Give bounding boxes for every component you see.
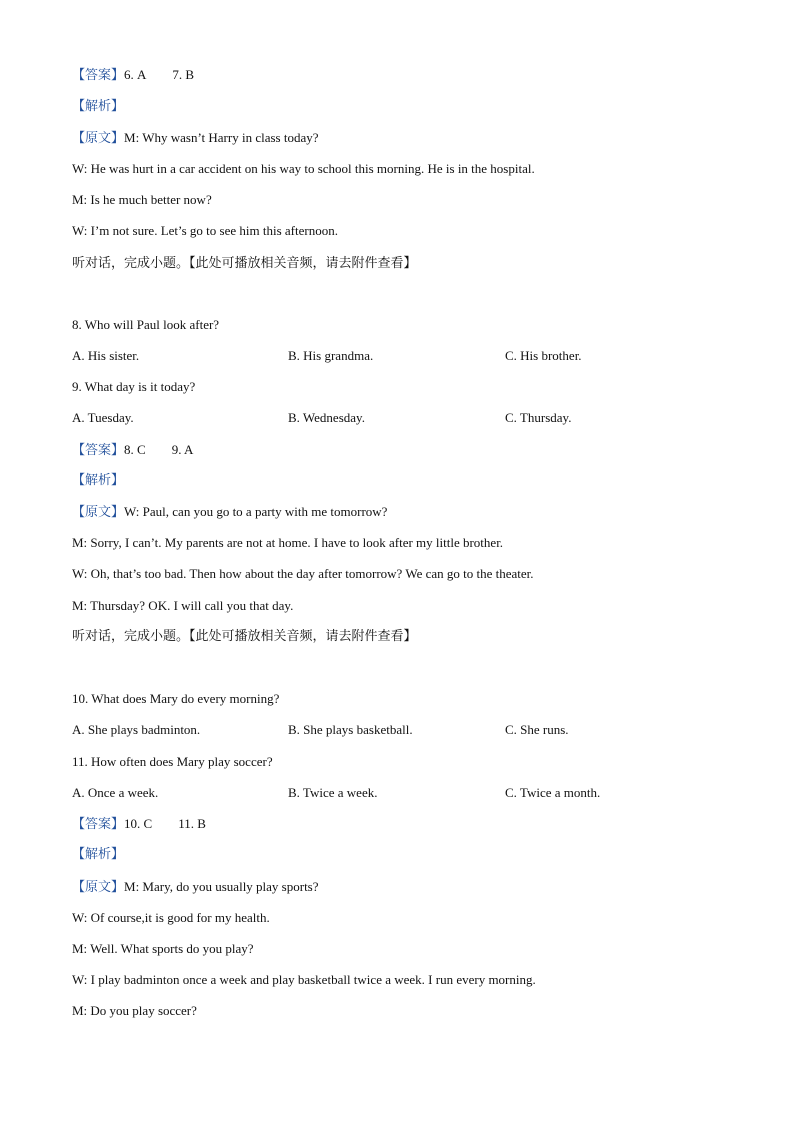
question-8: 8. Who will Paul look after? — [72, 317, 220, 332]
option-10c: C. She runs. — [505, 722, 569, 737]
transcript-line — [72, 503, 387, 522]
transcript-line — [72, 129, 319, 148]
answer-11: 11. B — [178, 816, 206, 831]
transcript-line: W: I’m not sure. Let’s go to see him this afternoon. — [72, 223, 338, 238]
transcript-text: W: Paul, can you go to a party with me tomorrow? — [124, 504, 388, 519]
option-10a: A. She plays badminton. — [72, 722, 201, 737]
option-8a: A. His sister. — [72, 348, 140, 363]
question-10: 10. What does Mary do every morning? — [72, 691, 280, 706]
analysis-tag: 【解析】 — [72, 99, 125, 114]
option-9c: C. Thursday. — [505, 410, 572, 425]
option-10b: B. She plays basketball. — [288, 722, 413, 737]
option-11b: B. Twice a week. — [288, 785, 378, 800]
original-tag: 【原文】 — [72, 505, 125, 520]
option-11a: A. Once a week. — [72, 785, 159, 800]
option-9b: B. Wednesday. — [288, 410, 365, 425]
answer-8: 8. C — [124, 442, 146, 457]
answer-tag: 【答案】 — [72, 443, 125, 458]
answer-line-8-9 — [72, 441, 193, 460]
answer-tag: 【答案】 — [72, 817, 125, 832]
transcript-line: W: He was hurt in a car accident on his way to school this morning. He is in the hospital. — [72, 161, 535, 176]
listening-instruction: 听对话，完成小题。【此处可播放相关音频，请去附件查看】 — [72, 629, 417, 644]
transcript-line: W: Oh, that’s too bad. Then how about the day after tomorrow? We can go to the theater. — [72, 566, 534, 581]
transcript-line: M: Well. What sports do you play? — [72, 941, 254, 956]
answer-9: 9. A — [171, 442, 194, 457]
answer-7: 7. B — [172, 67, 195, 82]
transcript-text: M: Why wasn’t Harry in class today? — [124, 130, 319, 145]
answer-line-10-11 — [72, 815, 206, 834]
option-8b: B. His grandma. — [288, 348, 374, 363]
answer-6: 6. A — [124, 67, 147, 82]
question-11: 11. How often does Mary play soccer? — [72, 754, 273, 769]
option-8c: C. His brother. — [505, 348, 582, 363]
original-tag: 【原文】 — [72, 131, 125, 146]
answer-tag: 【答案】 — [72, 68, 125, 83]
transcript-line: M: Is he much better now? — [72, 192, 212, 207]
analysis-tag: 【解析】 — [72, 473, 125, 488]
transcript-text: M: Mary, do you usually play sports? — [124, 879, 319, 894]
analysis-tag: 【解析】 — [72, 847, 125, 862]
listening-instruction: 听对话，完成小题。【此处可播放相关音频，请去附件查看】 — [72, 256, 417, 271]
answer-10: 10. C — [124, 816, 153, 831]
answer-line-6-7 — [72, 66, 194, 85]
original-tag: 【原文】 — [72, 880, 125, 895]
question-9: 9. What day is it today? — [72, 379, 196, 394]
transcript-line: W: I play badminton once a week and play basketball twice a week. I run every morning. — [72, 972, 536, 987]
transcript-line: M: Thursday? OK. I will call you that day. — [72, 598, 294, 613]
transcript-line: M: Sorry, I can’t. My parents are not at home. I have to look after my little brother. — [72, 535, 504, 550]
option-9a: A. Tuesday. — [72, 410, 134, 425]
transcript-line — [72, 878, 319, 897]
transcript-line: M: Do you play soccer? — [72, 1003, 197, 1018]
transcript-line: W: Of course,it is good for my health. — [72, 910, 270, 925]
option-11c: C. Twice a month. — [505, 785, 601, 800]
